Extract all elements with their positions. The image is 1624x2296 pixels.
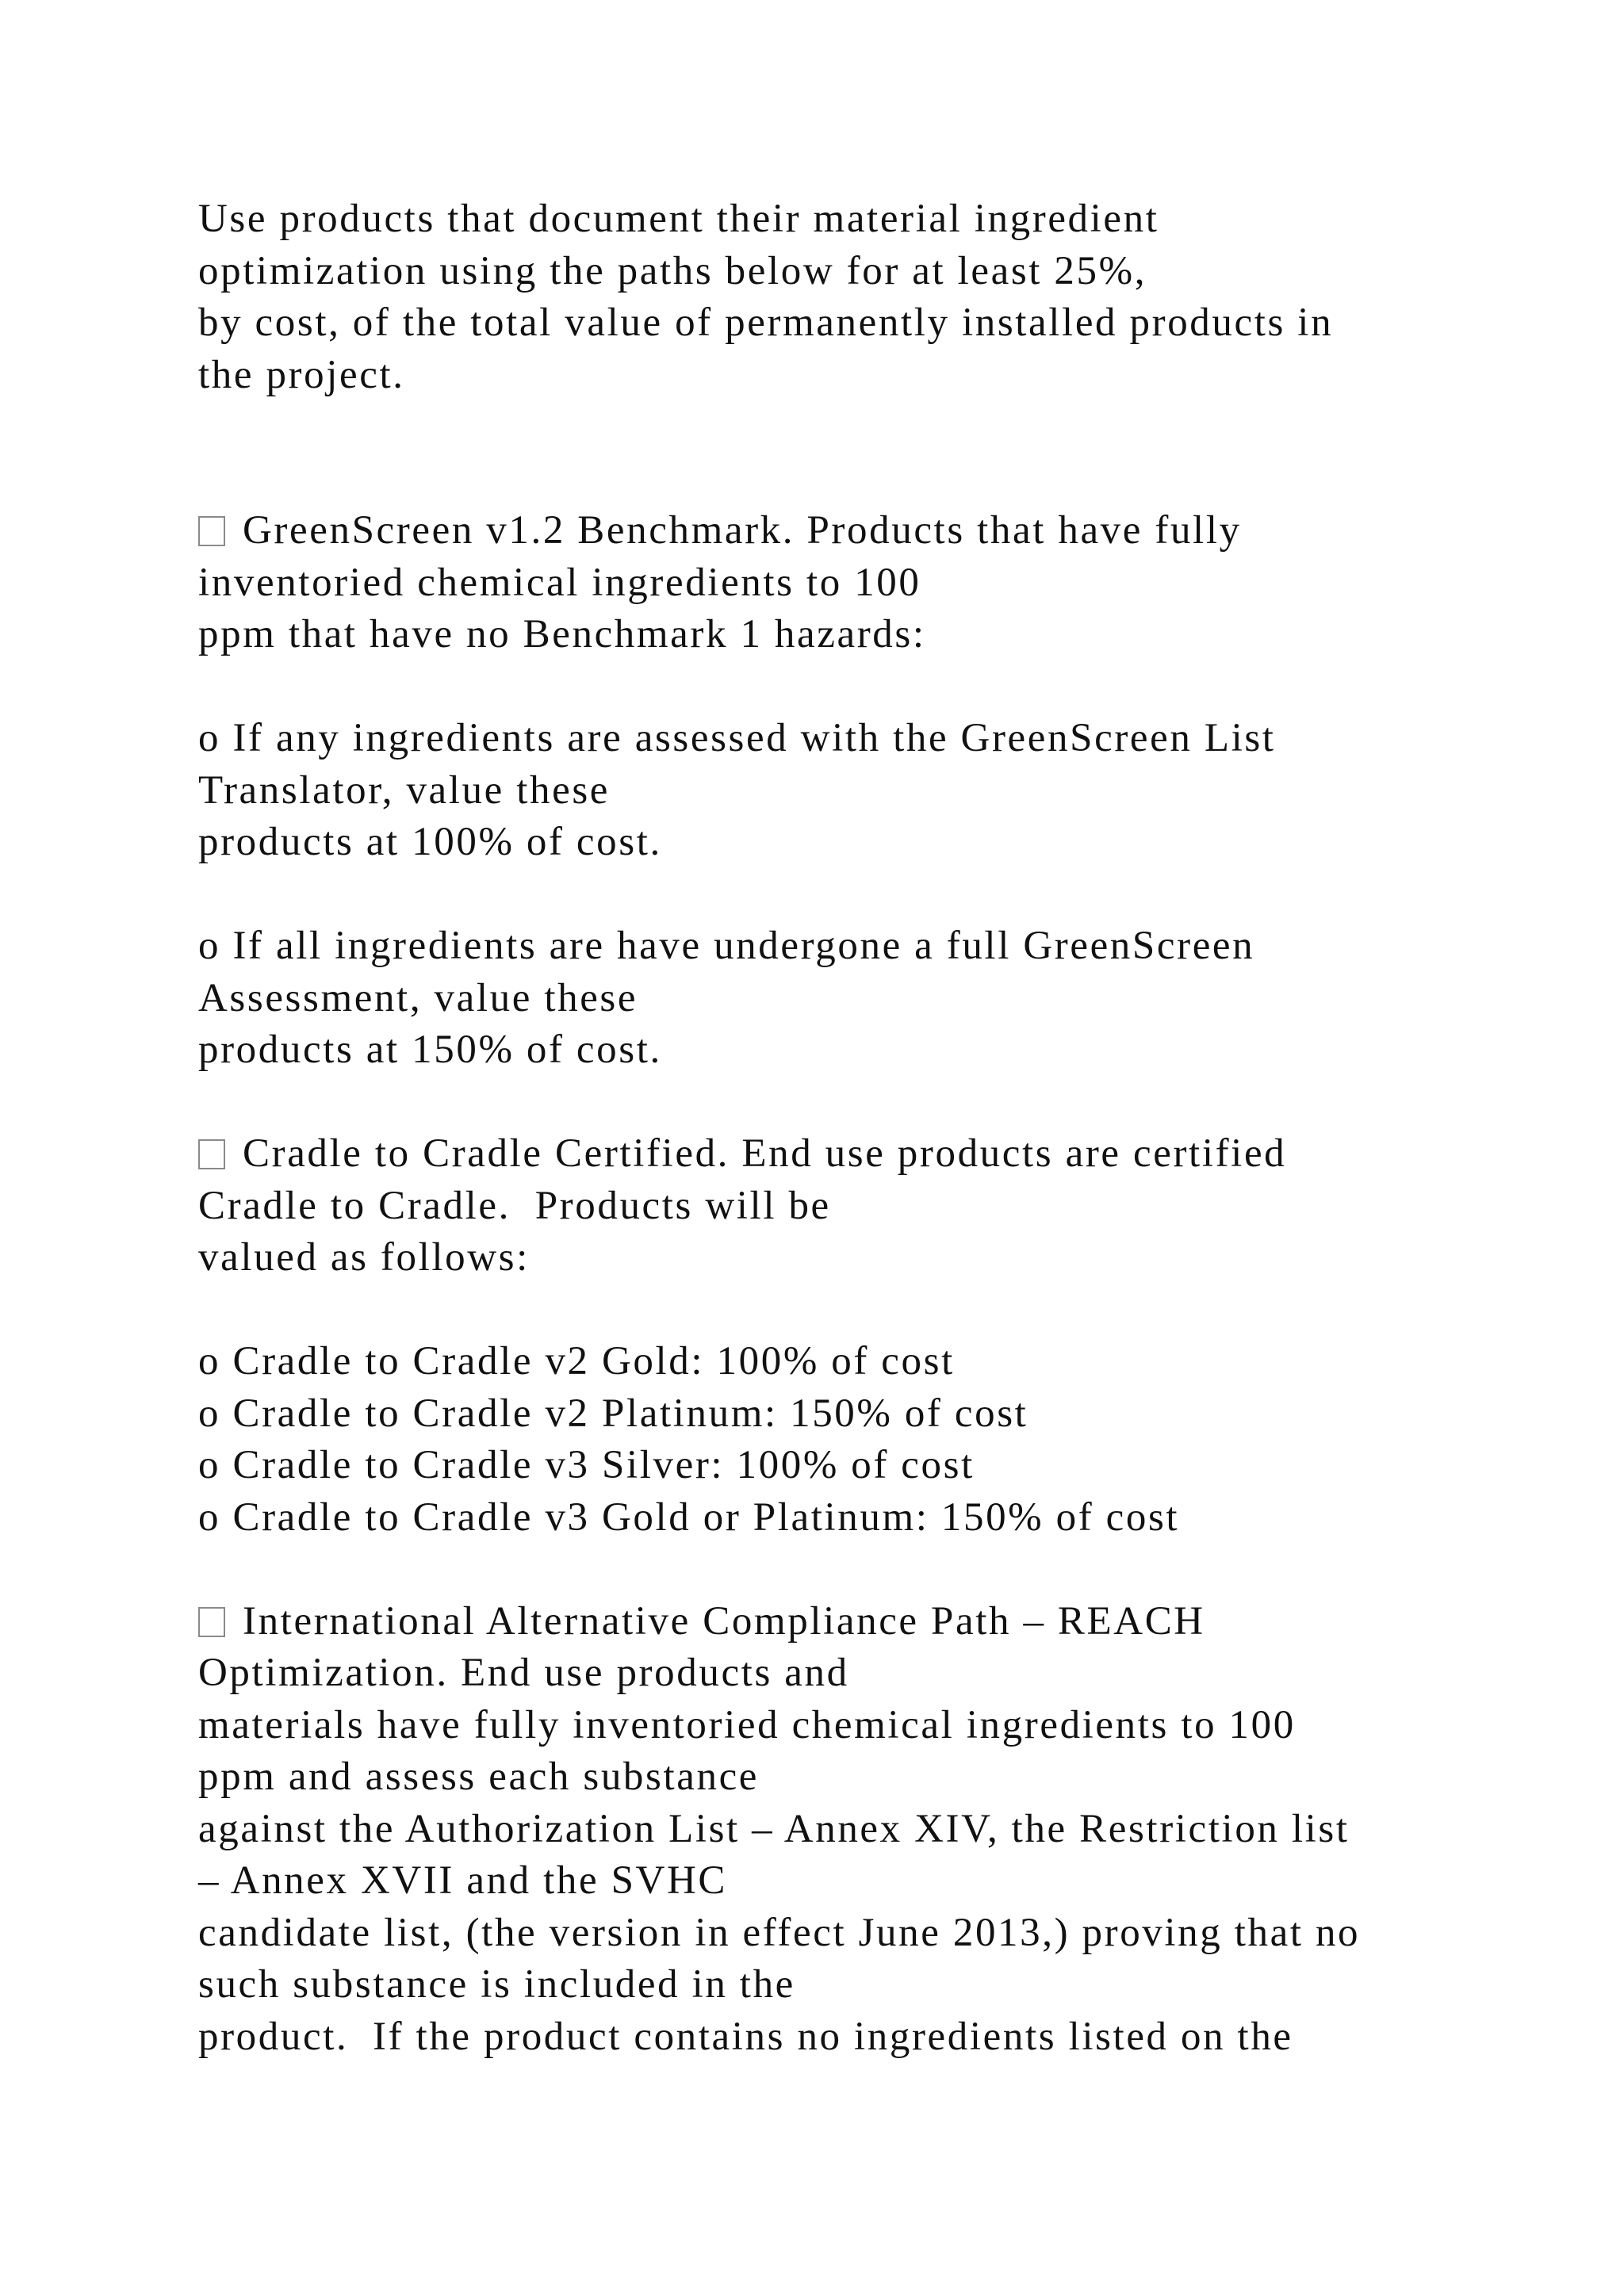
intro-line: Use products that document their material ingredient bbox=[198, 197, 1159, 241]
reach-line: International Alternative Compliance Path – REACH bbox=[198, 1596, 1507, 1648]
missing-glyph-bullet-icon bbox=[198, 1139, 225, 1169]
greenscreen-option-2-line: products at 150% of cost. bbox=[198, 1027, 662, 1072]
greenscreen-option-1-line: o If any ingredients are assessed with the GreenScreen List bbox=[198, 716, 1276, 760]
spacer bbox=[198, 869, 1507, 921]
intro-line: optimization using the paths below for at least 25%, bbox=[198, 248, 1147, 293]
reach-line: ppm and assess each substance bbox=[198, 1755, 760, 1799]
greenscreen-heading-line: inventoried chemical ingredients to 100 bbox=[198, 560, 921, 605]
spacer bbox=[198, 401, 1507, 453]
spacer bbox=[198, 1284, 1507, 1337]
cradle-heading-line: valued as follows: bbox=[198, 1235, 530, 1280]
document-body bbox=[198, 193, 1507, 2063]
greenscreen-option-1-line: products at 100% of cost. bbox=[198, 820, 662, 864]
cradle-heading-line: Cradle to Cradle. Products will be bbox=[198, 1183, 831, 1228]
reach-line: such substance is included in the bbox=[198, 1962, 795, 2007]
cradle-level-line: o Cradle to Cradle v2 Gold: 100% of cost bbox=[198, 1339, 955, 1383]
greenscreen-option-1-line: Translator, value these bbox=[198, 767, 611, 813]
cradle-heading-line: Cradle to Cradle Certified. End use products are certified bbox=[198, 1128, 1507, 1181]
spacer bbox=[198, 1544, 1507, 1596]
spacer bbox=[198, 453, 1507, 506]
reach-line: candidate list, (the version in effect June 2013,) proving that no bbox=[198, 1910, 1361, 1955]
spacer bbox=[198, 1077, 1507, 1129]
intro-line: by cost, of the total value of permanently installed products in bbox=[198, 300, 1334, 345]
reach-line: materials have fully inventoried chemical ingredients to 100 bbox=[198, 1702, 1296, 1747]
greenscreen-option-2-line: Assessment, value these bbox=[198, 975, 638, 1020]
greenscreen-heading-line: ppm that have no Benchmark 1 hazards: bbox=[198, 612, 926, 656]
reach-line: Optimization. End use products and bbox=[198, 1651, 849, 1695]
cradle-level-line: o Cradle to Cradle v3 Gold or Platinum: 150% of cost bbox=[198, 1494, 1180, 1540]
reach-line: product. If the product contains no ingredients listed on the bbox=[198, 2014, 1293, 2059]
reach-line: against the Authorization List – Annex XIV, the Restriction list bbox=[198, 1806, 1350, 1851]
spacer bbox=[198, 661, 1507, 714]
intro-line: the project. bbox=[198, 352, 405, 397]
missing-glyph-bullet-icon bbox=[198, 516, 225, 546]
greenscreen-option-2-line: o If all ingredients are have undergone a full GreenScreen bbox=[198, 924, 1255, 968]
cradle-level-line: o Cradle to Cradle v3 Silver: 100% of cost bbox=[198, 1443, 975, 1487]
reach-line: – Annex XVII and the SVHC bbox=[198, 1858, 728, 1903]
missing-glyph-bullet-icon bbox=[198, 1607, 225, 1637]
greenscreen-heading-line: GreenScreen v1.2 Benchmark. Products that have fully bbox=[198, 505, 1507, 557]
cradle-level-line: o Cradle to Cradle v2 Platinum: 150% of cost bbox=[198, 1391, 1028, 1436]
